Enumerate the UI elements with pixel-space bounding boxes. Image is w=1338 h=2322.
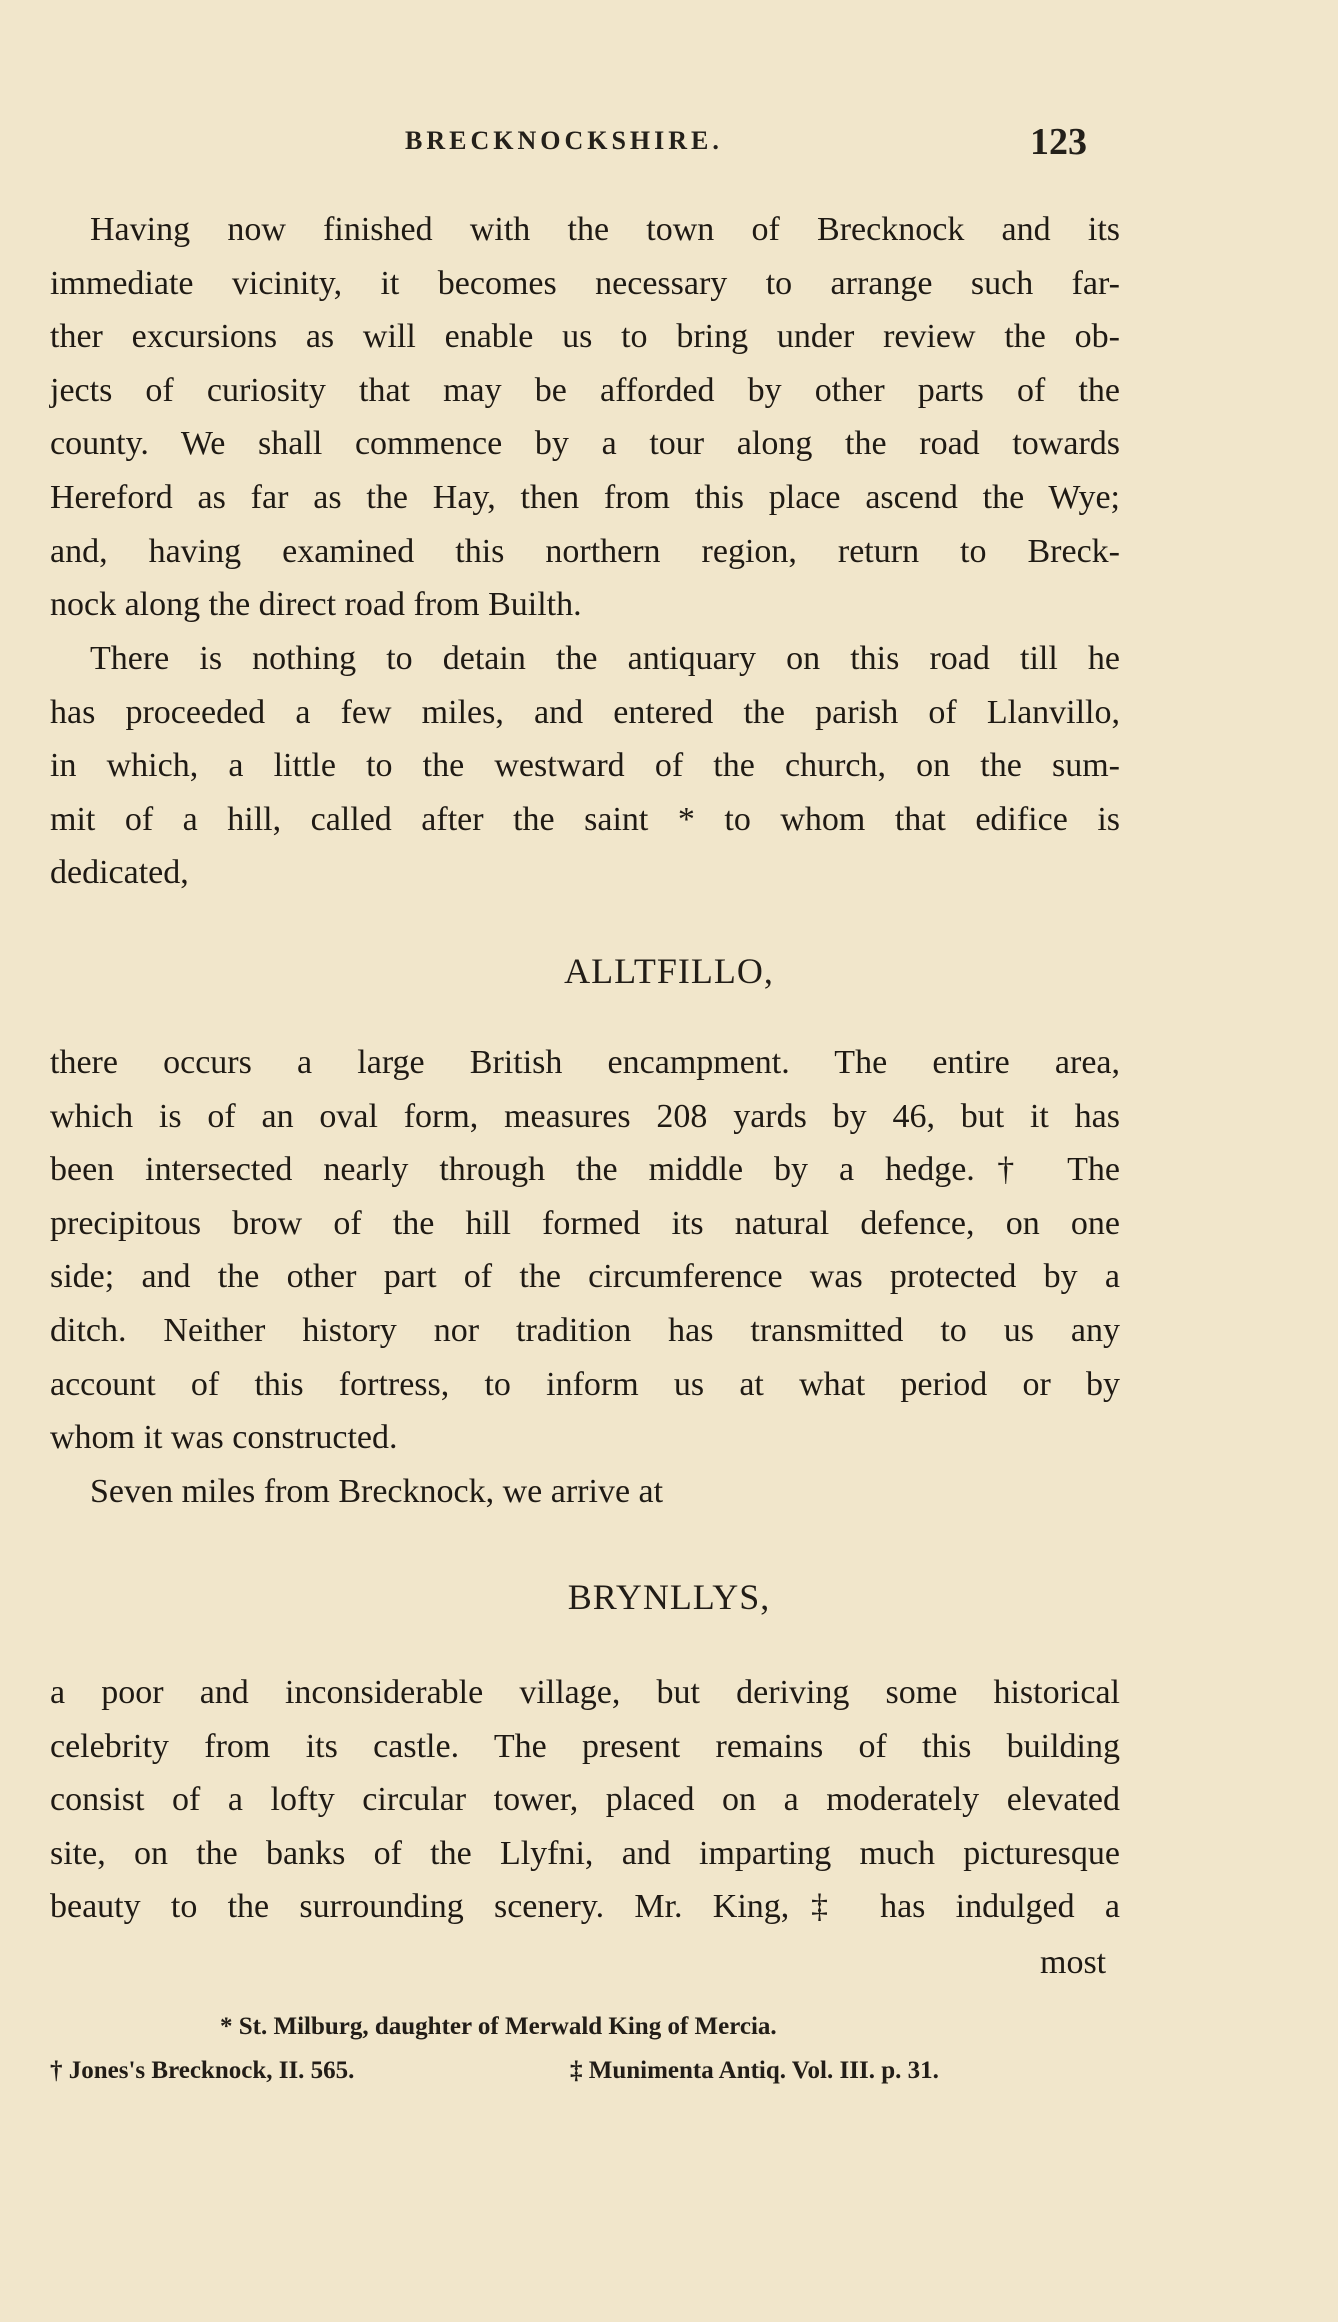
text-line: immediate vicinity, it becomes necessary to arrange such far-	[50, 264, 1120, 302]
text-line: whom it was constructed.	[50, 1419, 398, 1457]
section-heading-alltfillo: ALLTFILLO,	[564, 951, 774, 991]
paragraph-4	[50, 1465, 1120, 1519]
text-line: been intersected nearly through the middle by a hedge.† The	[50, 1151, 1120, 1189]
page-number: 123	[1030, 121, 1087, 163]
footnote-row	[50, 2049, 1120, 2093]
text-line: Having now finished with the town of Brecknock and its	[90, 211, 1120, 248]
paragraph-1	[50, 203, 1120, 632]
text-line: there occurs a large British encampment. The entire area,	[50, 1044, 1120, 1081]
catchword: most	[1040, 1944, 1107, 1981]
text-line: Hereford as far as the Hay, then from this place ascend the Wye;	[50, 478, 1120, 516]
section-heading-brynllys: BRYNLLYS,	[567, 1577, 771, 1617]
text-line: side; and the other part of the circumference was protected by a	[50, 1258, 1120, 1296]
text-line: Seven miles from Brecknock, we arrive at	[90, 1473, 664, 1510]
running-head	[0, 121, 1338, 166]
text-line: dedicated,	[50, 854, 189, 892]
text-line: nock along the direct road from Builth.	[50, 586, 582, 624]
text-line: There is nothing to detain the antiquary on this road till he	[90, 640, 1120, 677]
footnote-1: * St. Milburg, daughter of Merwald King of Mercia.	[220, 2013, 777, 2040]
running-title: BRECKNOCKSHIRE.	[405, 126, 723, 155]
text-line: celebrity from its castle. The present remains of this building	[50, 1727, 1120, 1765]
text-line: precipitous brow of the hill formed its natural defence, on one	[50, 1204, 1120, 1242]
text-line: site, on the banks of the Llyfni, and imparting much picturesque	[50, 1834, 1120, 1872]
footnotes	[50, 2005, 1120, 2093]
text-line: ditch. Neither history nor tradition has transmitted to us any	[50, 1311, 1120, 1349]
text-line: mit of a hill, called after the saint * to whom that edifice is	[50, 800, 1120, 838]
text-line: jects of curiosity that may be afforded by other parts of the	[50, 371, 1120, 409]
text-line: consist of a lofty circular tower, placed on a moderately elevated	[50, 1781, 1120, 1819]
text-line: a poor and inconsiderable village, but deriving some historical	[50, 1674, 1120, 1711]
text-line: in which, a little to the westward of the church, on the sum-	[50, 747, 1120, 785]
footnote-2: † Jones's Brecknock, II. 565.	[50, 2057, 355, 2084]
text-line: ther excursions as will enable us to bring under review the ob-	[50, 318, 1120, 356]
text-line: account of this fortress, to inform us at what period or by	[50, 1365, 1120, 1403]
paragraph-3	[50, 1036, 1120, 1465]
text-line: which is of an oval form, measures 208 yards by 46, but it has	[50, 1097, 1120, 1135]
paragraph-2	[50, 632, 1120, 900]
text-line: has proceeded a few miles, and entered the parish of Llanvillo,	[50, 693, 1120, 731]
text-line: beauty to the surrounding scenery. Mr. King,‡ has indulged a	[50, 1888, 1120, 1926]
footnote-3: ‡ Munimenta Antiq. Vol. III. p. 31.	[570, 2057, 939, 2084]
paragraph-5	[50, 1666, 1120, 1934]
text-line: county. We shall commence by a tour along the road towards	[50, 425, 1120, 463]
text-line: and, having examined this northern region, return to Breck-	[50, 532, 1120, 570]
